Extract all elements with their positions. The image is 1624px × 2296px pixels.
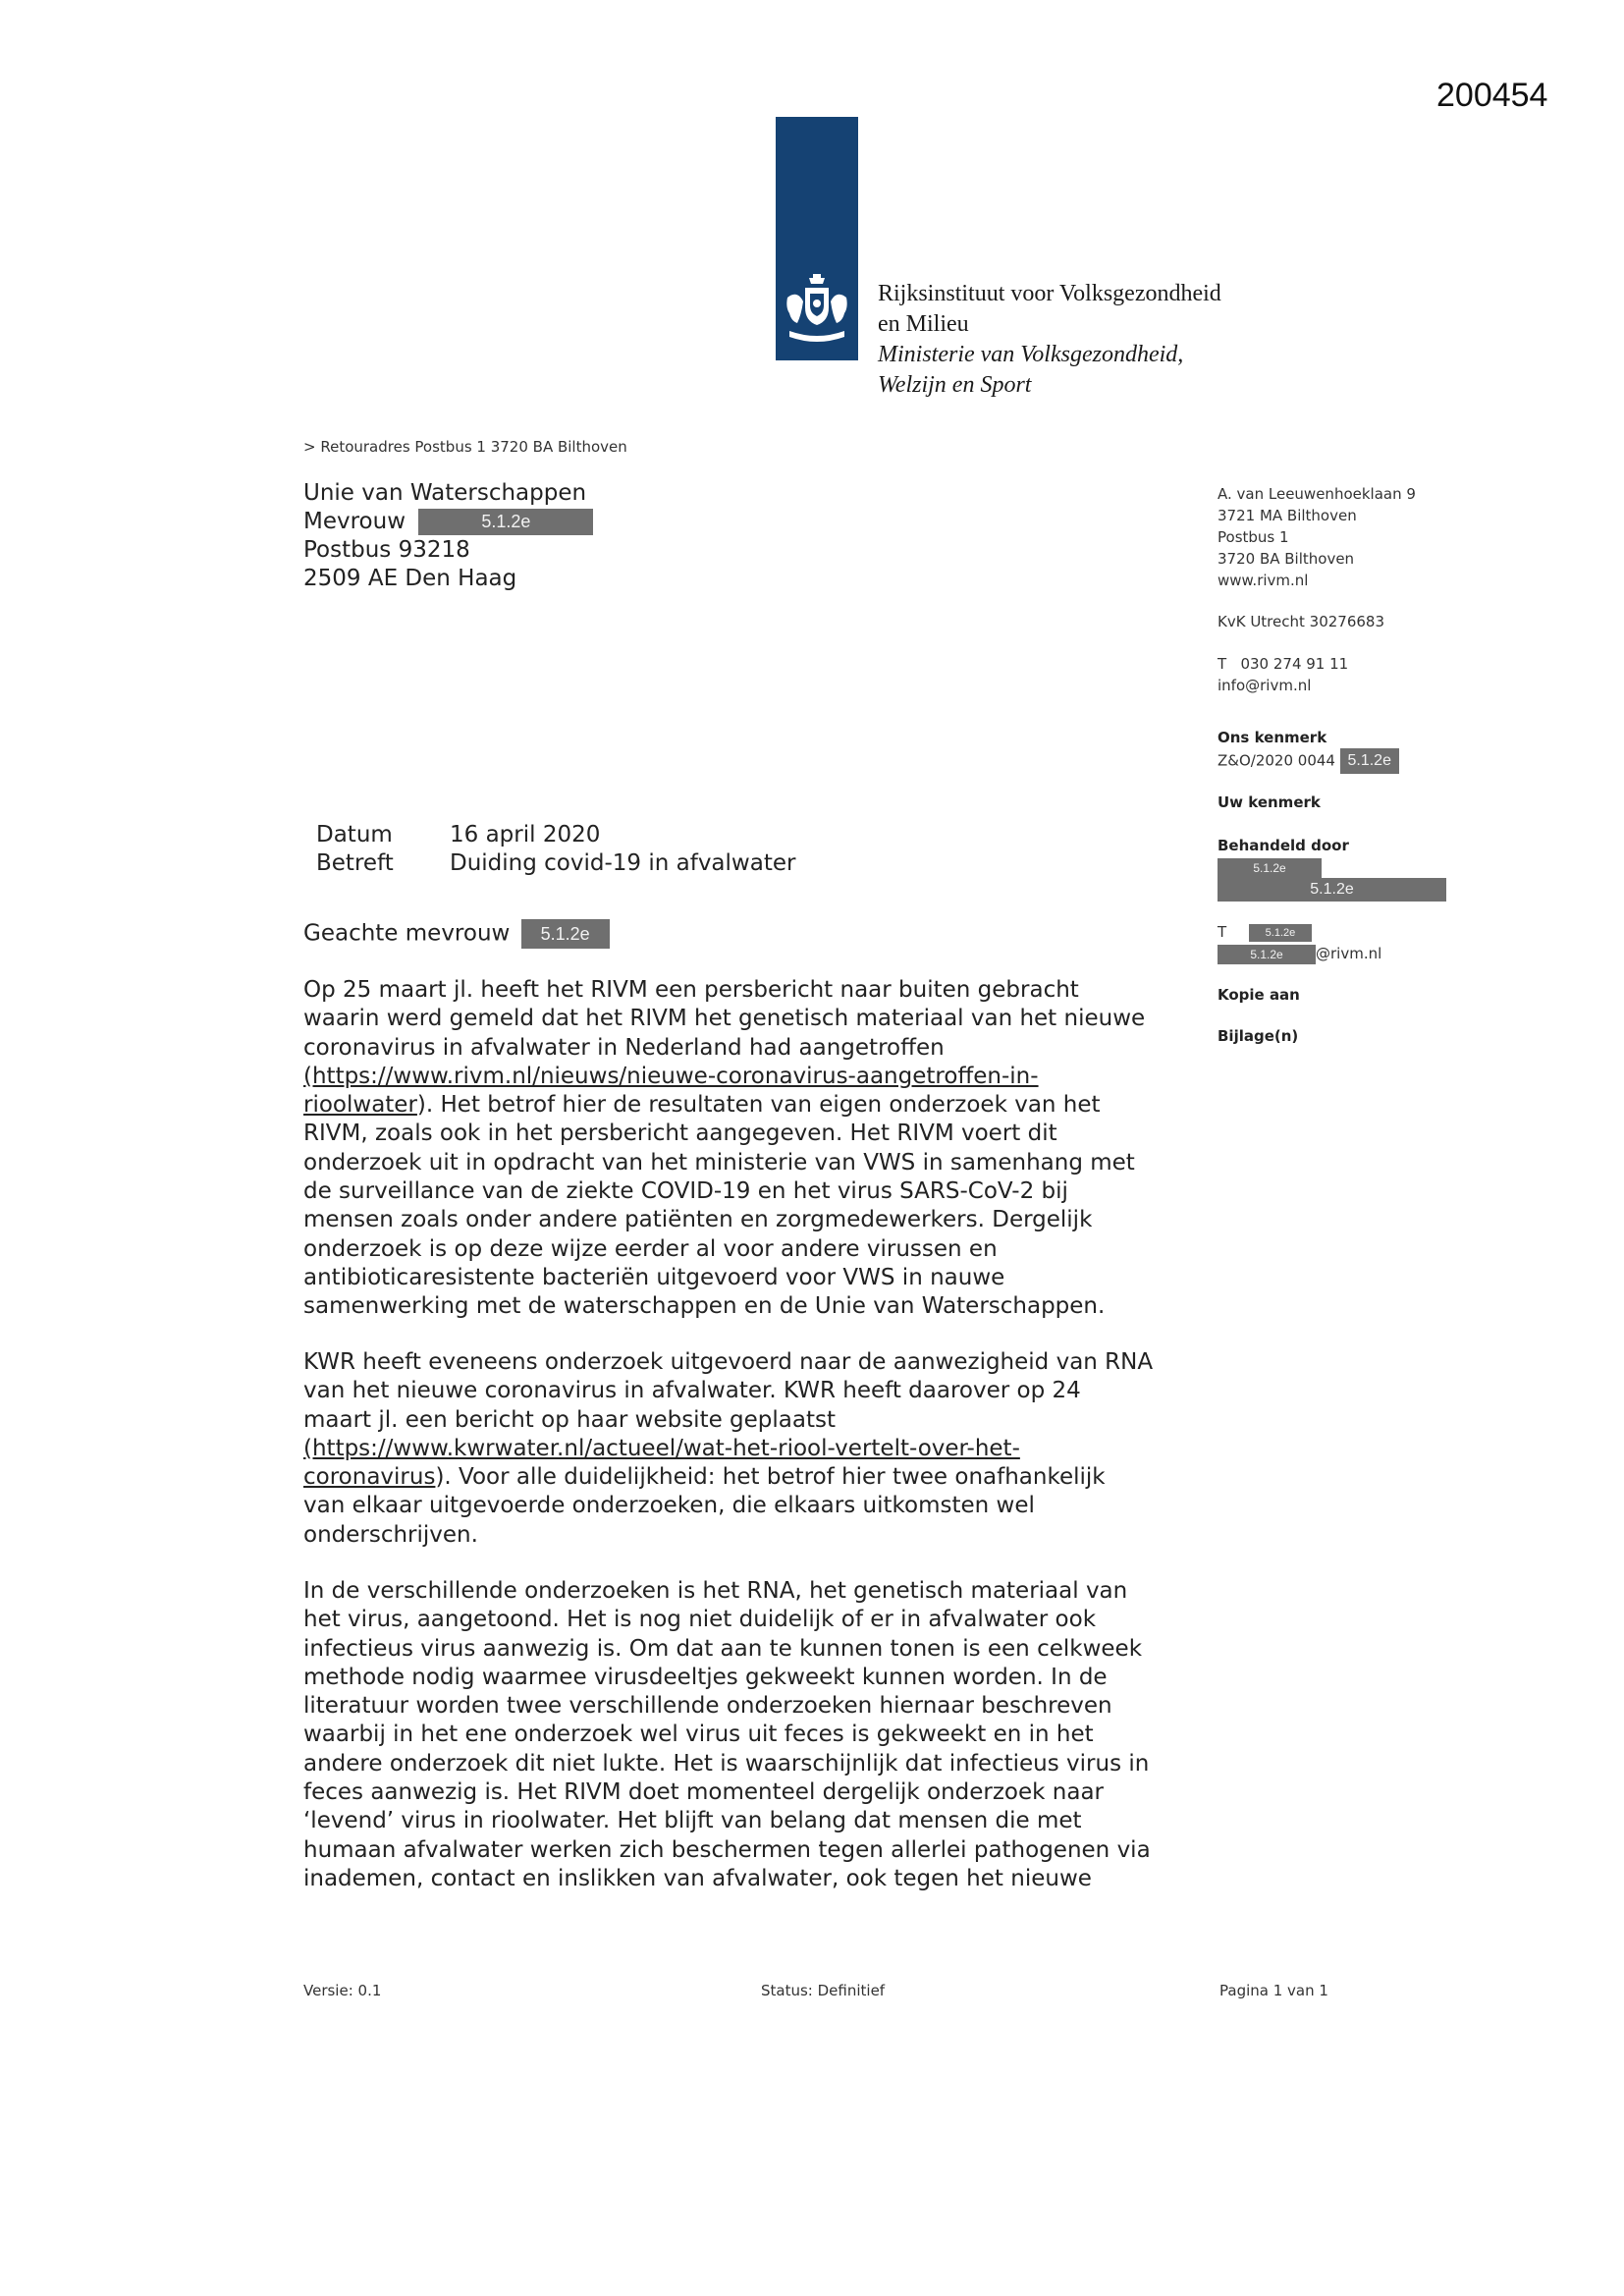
footer-page: Pagina 1 van 1	[1219, 1982, 1328, 1999]
paragraph-1	[303, 976, 1207, 1322]
footer-status: Status: Definitief	[761, 1982, 886, 1999]
text-line: coronavirus in afvalwater in Nederland had aangetroffen	[303, 1034, 945, 1061]
institute-line-2: en Milieu	[878, 311, 969, 337]
sidebar-contact	[1218, 653, 1348, 696]
recipient-org: Unie van Waterschappen	[303, 480, 587, 506]
paragraph-2	[303, 1348, 1207, 1550]
rivm-link-continued[interactable]: rioolwater	[303, 1092, 417, 1119]
datum-label: Datum	[316, 822, 393, 847]
coat-of-arms-icon	[780, 274, 854, 347]
text-line: In de verschillende onderzoeken is het RNA, het genetisch materiaal van	[303, 1578, 1128, 1604]
sidebar-postal: 3721 MA Bilthoven	[1218, 507, 1357, 524]
rijksoverheid-logo	[776, 117, 858, 360]
text-line: KWR heeft eveneens onderzoek uitgevoerd naar de aanwezigheid van RNA	[303, 1349, 1154, 1375]
salutation	[303, 919, 610, 949]
sidebar-address	[1218, 483, 1416, 591]
sidebar-phone-email	[1218, 921, 1381, 964]
sidebar-email: info@rivm.nl	[1218, 677, 1312, 694]
redaction-box: 5.1.2e	[521, 919, 610, 949]
text-line: van het nieuwe coronavirus in afvalwater. KWR heeft daarover op 24	[303, 1378, 1081, 1404]
sidebar-bijlage	[1218, 1025, 1298, 1047]
text-line: het virus, aangetoond. Het is nog niet duidelijk of er in afvalwater ook	[303, 1607, 1097, 1633]
redaction-box: 5.1.2e	[1340, 748, 1399, 774]
sidebar-kvk: KvK Utrecht 30276683	[1218, 613, 1384, 630]
paragraph-3	[303, 1577, 1207, 1893]
sidebar-uw-kenmerk	[1218, 792, 1321, 813]
sidebar-t-label: T	[1218, 923, 1227, 941]
sidebar-po-postal: 3720 BA Bilthoven	[1218, 550, 1355, 568]
redaction-box: 5.1.2e	[1218, 945, 1316, 964]
text-line: antibioticaresistente bacteriën uitgevoerd voor VWS in nauwe	[303, 1264, 1005, 1290]
sidebar-kopie	[1218, 984, 1300, 1006]
return-address: > Retouradres Postbus 1 3720 BA Bilthoven	[303, 438, 627, 456]
text-line: mensen zoals onder andere patiënten en zorgmedewerkers. Dergelijk	[303, 1207, 1093, 1233]
text-line: van elkaar uitgevoerde onderzoeken, die elkaars uitkomsten wel	[303, 1493, 1035, 1519]
text-line: onderschrijven.	[303, 1521, 478, 1548]
sidebar-website: www.rivm.nl	[1218, 572, 1309, 589]
redaction-box: 5.1.2e	[1218, 878, 1446, 902]
sidebar-email-suffix: @rivm.nl	[1316, 945, 1382, 962]
institute-name	[878, 279, 1221, 401]
text-line: infectieus virus aanwezig is. Om dat aan te kunnen tonen is een celkweek	[303, 1635, 1143, 1662]
text-line: andere onderzoek dit niet lukte. Het is waarschijnlijk dat infectieus virus in	[303, 1750, 1150, 1777]
ons-kenmerk-value: Z&O/2020 0044	[1218, 751, 1335, 770]
text-line: onderzoek uit in opdracht van het ministerie van VWS in samenhang met	[303, 1149, 1135, 1175]
text-line: inademen, contact en inslikken van afvalwater, ook tegen het nieuwe	[303, 1865, 1092, 1891]
sidebar-street: A. van Leeuwenhoeklaan 9	[1218, 485, 1416, 503]
behandeld-label: Behandeld door	[1218, 837, 1349, 854]
salutation-text: Geachte mevrouw	[303, 920, 511, 947]
recipient-person	[303, 508, 593, 536]
kwr-link[interactable]: (https://www.kwrwater.nl/actueel/wat-het-riool-vertelt-over-het-	[303, 1435, 1020, 1461]
text-line: samenwerking met de waterschappen en de Unie van Waterschappen.	[303, 1293, 1106, 1320]
letter-meta	[316, 821, 795, 878]
redaction-box: 5.1.2e	[1218, 858, 1322, 878]
sidebar-ons-kenmerk	[1218, 727, 1399, 774]
text-line: humaan afvalwater werken zich beschermen tegen allerlei pathogenen via	[303, 1836, 1151, 1863]
betreft-label: Betreft	[316, 850, 394, 876]
recipient-address	[303, 479, 593, 593]
redaction-box: 5.1.2e	[1249, 924, 1312, 942]
text-line: ). Het betrof hier de resultaten van eigen onderzoek van het	[416, 1092, 1101, 1119]
recipient-salutation-prefix: Mevrouw	[303, 509, 406, 534]
ministry-line-2: Welzijn en Sport	[878, 372, 1032, 398]
uw-kenmerk-label: Uw kenmerk	[1218, 793, 1321, 811]
text-line: literatuur worden twee verschillende onderzoeken hiernaar beschreven	[303, 1693, 1112, 1720]
sidebar-phone: T 030 274 91 11	[1218, 655, 1349, 673]
text-line: Op 25 maart jl. heeft het RIVM een persbericht naar buiten gebracht	[303, 977, 1079, 1003]
ministry-line-1: Ministerie van Volksgezondheid,	[878, 342, 1184, 367]
text-line: methode nodig waarmee virusdeeltjes gekweekt kunnen worden. In de	[303, 1664, 1108, 1690]
recipient-po-box: Postbus 93218	[303, 537, 470, 563]
text-line: ). Voor alle duidelijkheid: het betrof hier twee onafhankelijk	[435, 1464, 1106, 1491]
text-line: RIVM, zoals ook in het persbericht aangegeven. Het RIVM voert dit	[303, 1121, 1057, 1147]
footer-version: Versie: 0.1	[303, 1982, 382, 1999]
sidebar-po-box: Postbus 1	[1218, 528, 1289, 546]
rivm-link[interactable]: (https://www.rivm.nl/nieuws/nieuwe-coronavirus-aangetroffen-in-	[303, 1063, 1039, 1089]
text-line: ‘levend’ virus in rioolwater. Het blijft van belang dat mensen die met	[303, 1808, 1082, 1834]
datum-value: 16 april 2020	[450, 822, 601, 847]
betreft-value: Duiding covid-19 in afvalwater	[450, 850, 796, 876]
institute-line-1: Rijksinstituut voor Volksgezondheid	[878, 281, 1221, 306]
redaction-box: 5.1.2e	[418, 509, 593, 535]
text-line: de surveillance van de ziekte COVID-19 en het virus SARS-CoV-2 bij	[303, 1178, 1068, 1205]
bijlage-label: Bijlage(n)	[1218, 1027, 1299, 1045]
recipient-city: 2509 AE Den Haag	[303, 566, 517, 591]
document-number: 200454	[1436, 77, 1548, 114]
text-line: waarin werd gemeld dat het RIVM het genetisch materiaal van het nieuwe	[303, 1006, 1146, 1032]
kopie-label: Kopie aan	[1218, 986, 1300, 1004]
text-line: onderzoek is op deze wijze eerder al voor andere virussen en	[303, 1235, 998, 1262]
kwr-link-continued[interactable]: coronavirus	[303, 1464, 436, 1491]
sidebar-behandeld	[1218, 835, 1446, 902]
ons-kenmerk-label: Ons kenmerk	[1218, 729, 1327, 746]
text-line: feces aanwezig is. Het RIVM doet momenteel dergelijk onderzoek naar	[303, 1779, 1104, 1806]
text-line: waarbij in het ene onderzoek wel virus uit feces is gekweekt en in het	[303, 1722, 1094, 1748]
text-line: maart jl. een bericht op haar website geplaatst	[303, 1406, 836, 1433]
